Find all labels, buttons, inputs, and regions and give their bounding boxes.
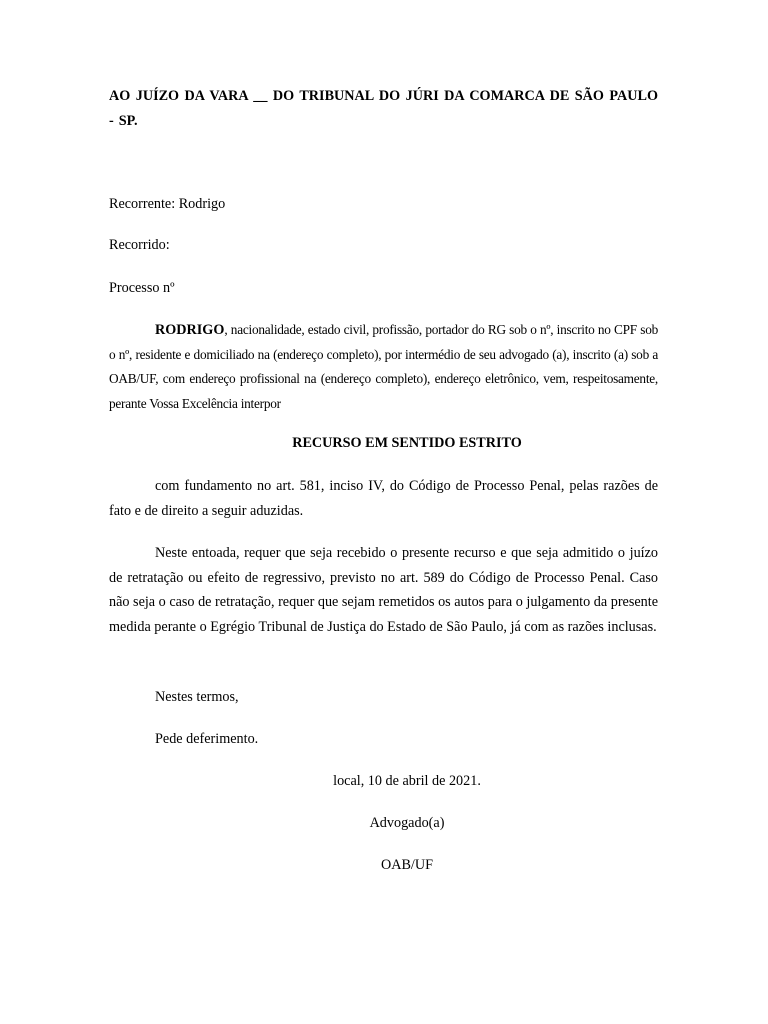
closing-request: Pede deferimento.: [155, 731, 259, 747]
lawyer-signature-line: Advogado(a): [369, 815, 445, 831]
place-date-line: local, 10 de abril de 2021.: [333, 773, 481, 789]
qualification-text: , nacionalidade, estado civil, profissão, portador do RG sob o nº, inscrito no CPF sob o nº, residente e domiciliado na (endereço completo), por intermédio de seu advogado (a), inscrito (a) sob a OAB/UF, com endereço profissional na (endereço completo), endereço eletrônico, vem, respeitosamente, perante Vossa Excelência interpor: [109, 322, 658, 411]
oab-registration-line: OAB/UF: [380, 857, 434, 873]
recorrente-field: Recorrente: Rodrigo: [109, 196, 226, 212]
appeal-title: RECURSO EM SENTIDO ESTRITO: [292, 435, 522, 451]
closing-terms: Nestes termos,: [155, 689, 239, 705]
qualification-paragraph: [109, 318, 658, 416]
legal-basis-paragraph: com fundamento no art. 581, inciso IV, do Código de Processo Penal, pelas razões de fato e de direito a seguir aduzidas.: [109, 478, 658, 519]
court-addressee-heading: AO JUÍZO DA VARA __ DO TRIBUNAL DO JÚRI DA COMARCA DE SÃO PAULO - SP.: [109, 88, 658, 129]
request-paragraph: Neste entoada, requer que seja recebido o presente recurso e que seja admitido o juízo de retratação ou efeito de regressivo, previsto no art. 589 do Código de Processo Penal. Caso não seja o caso de retratação, requer que sejam remetidos os autos para o julgamento da presente medida perante o Egrégio Tribunal de Justiça do Estado de São Paulo, já com as razões inclusas.: [109, 545, 658, 635]
processo-number-field: Processo nº: [109, 280, 175, 296]
recorrido-field: Recorrido:: [109, 237, 170, 253]
party-name: RODRIGO: [155, 322, 225, 338]
